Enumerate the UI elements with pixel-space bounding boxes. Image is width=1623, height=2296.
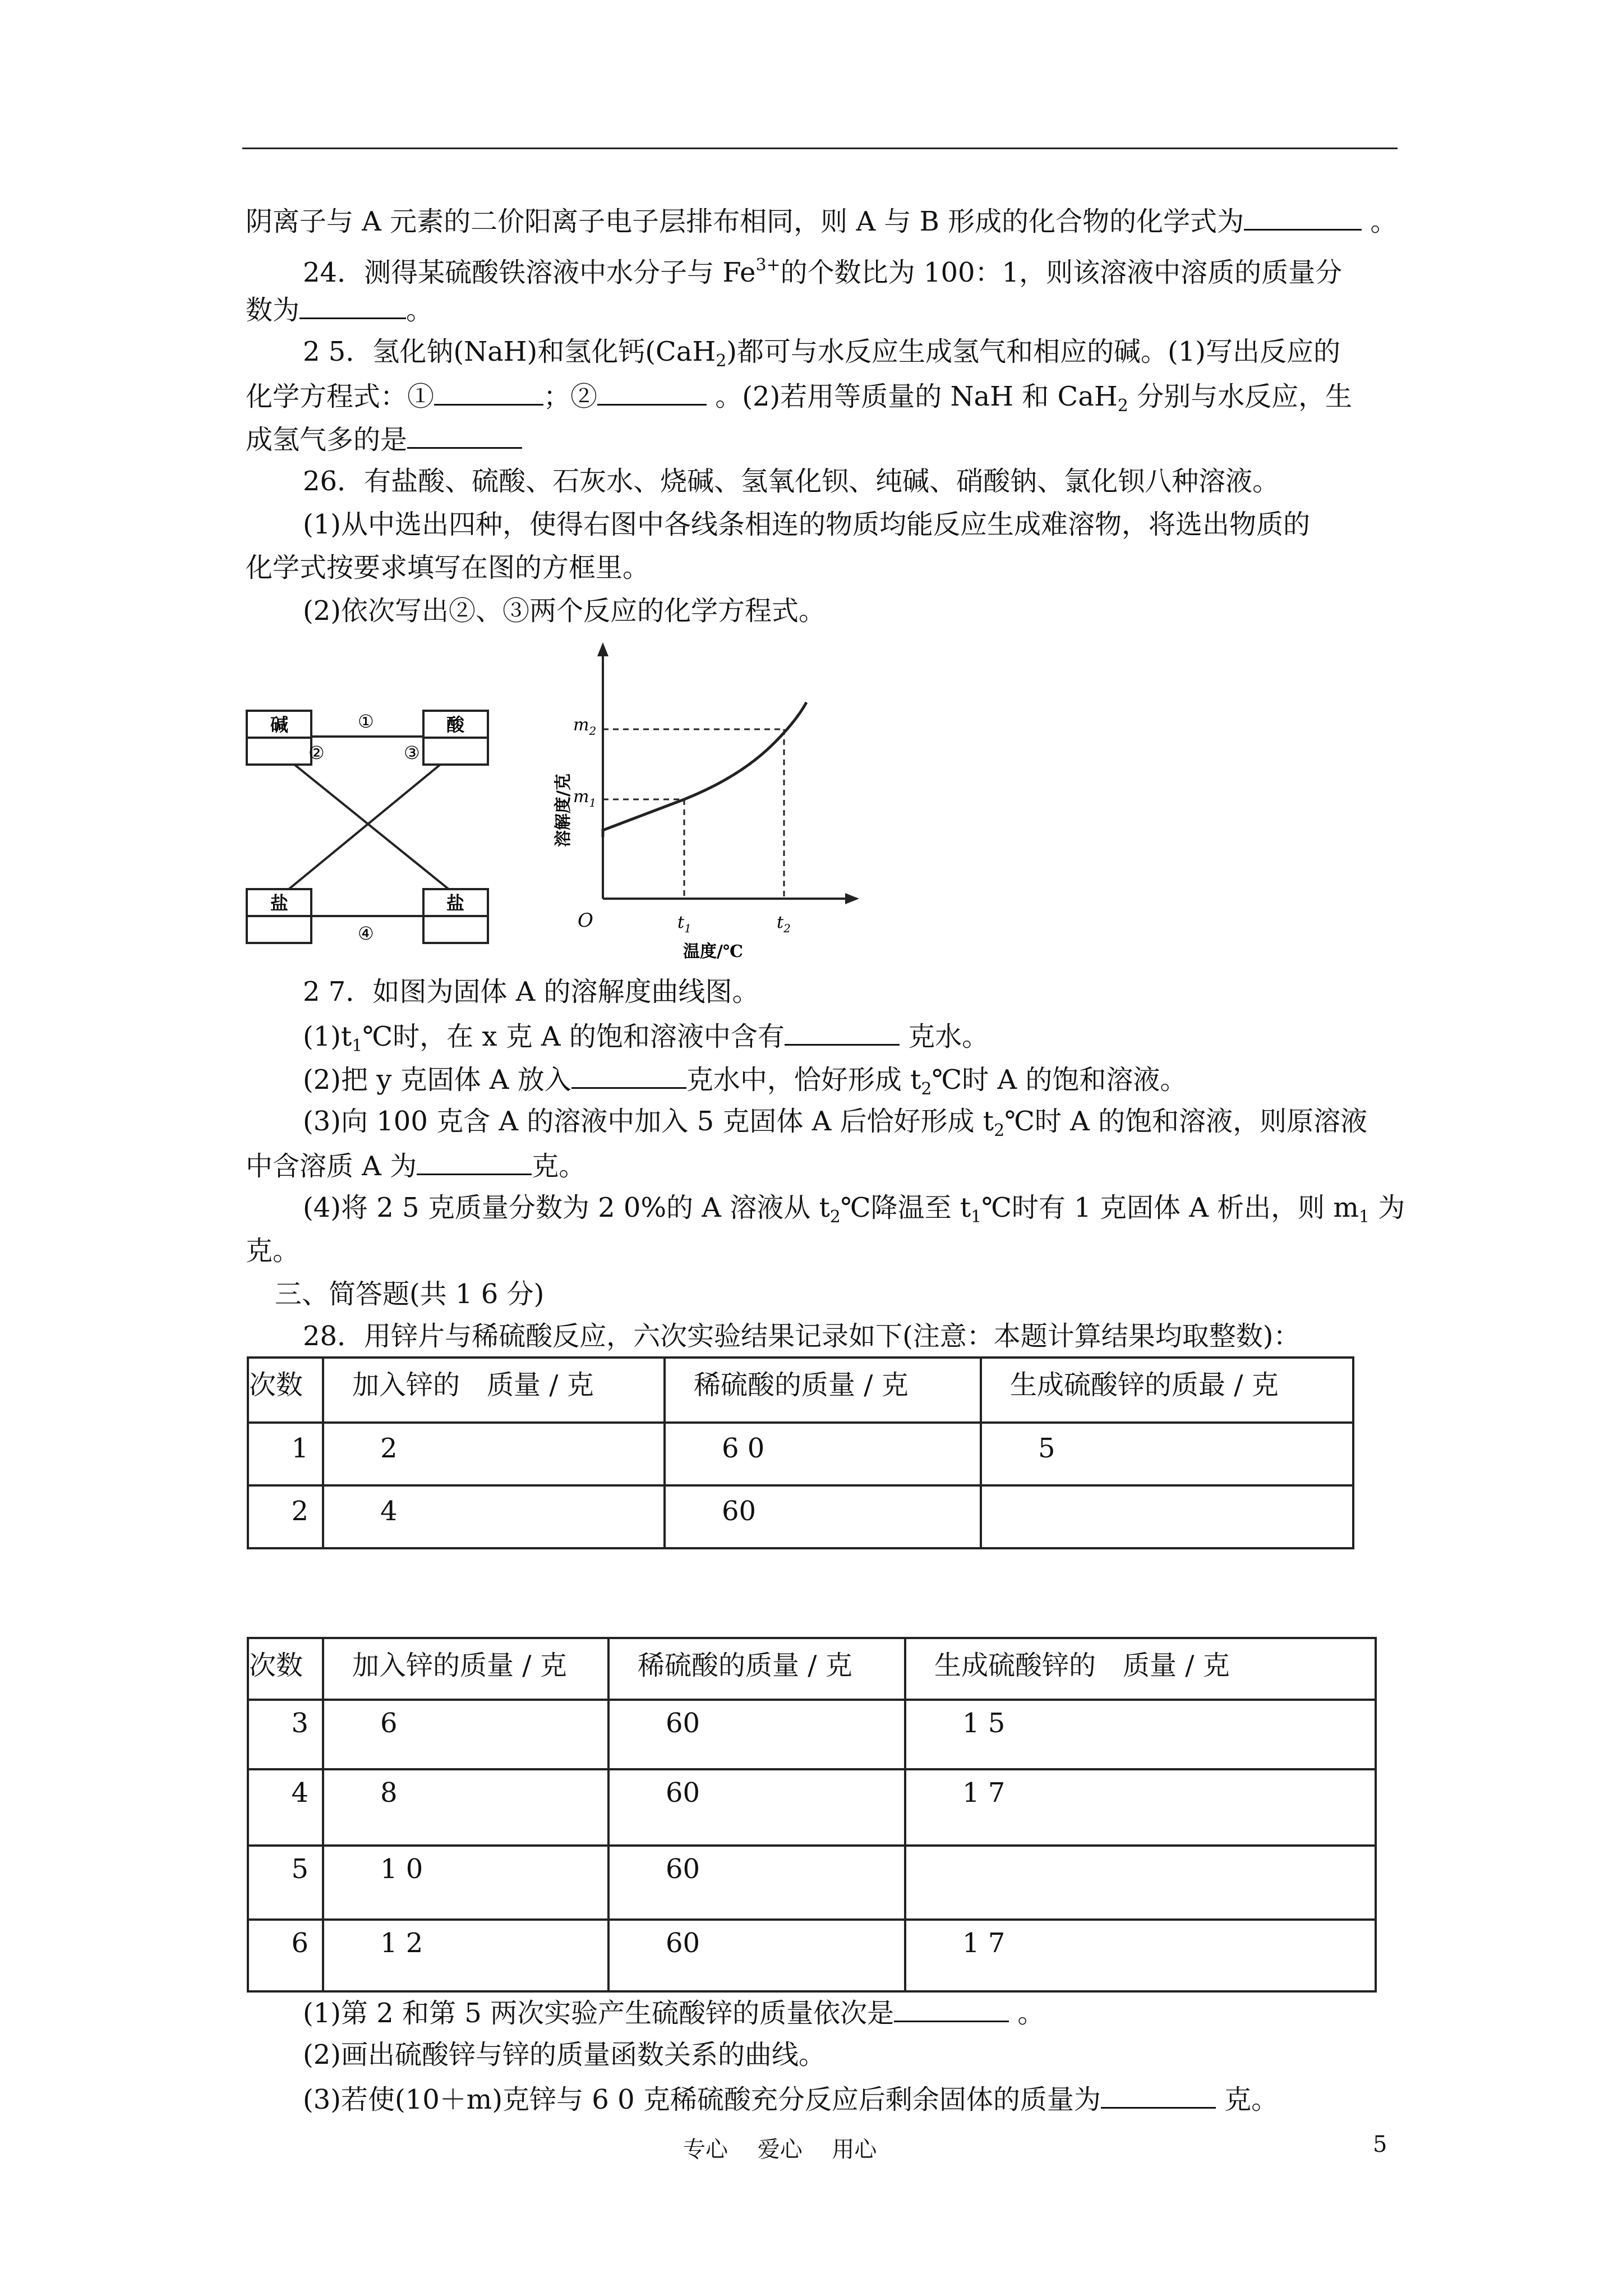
reaction-diagram [241,704,533,956]
label-base: 碱 [270,714,289,735]
x-axis-label: 温度/℃ [683,942,743,961]
header-rule [242,148,1398,149]
header-cell: 稀硫酸的质量 / 克 [608,1638,905,1700]
subscript: 2 [829,1207,841,1227]
text: 化学式按要求填写在图的方框里。 [246,552,650,583]
solubility-curve [603,702,806,837]
text: 阴离子与 A 元素的二价阳离子电子层排布相同，则 A 与 B 形成的化合物的化学式为 [246,206,1244,237]
y-axis-label: 溶解度/克 [554,774,573,847]
section-3-heading [275,1277,544,1311]
reaction-number-2: ② [308,742,325,763]
header-cell: 生成硫酸锌的质最 / 克 [981,1358,1353,1423]
q28-sub2 [303,2038,826,2072]
text: ℃时，在 x 克 A 的饱和溶液中含有 [362,1021,785,1052]
text: ℃降温至 t [840,1192,971,1223]
table-cell: 2 [323,1423,665,1485]
text: 克。 [246,1235,300,1267]
reaction-number-1: ① [358,711,374,732]
table-cell: 1 [248,1423,323,1485]
table-row [248,1920,1376,1991]
link-3 [289,765,440,889]
table-cell: 60 [608,1920,905,1991]
page-number: 5 [1373,2132,1387,2157]
table-cell: 1 2 [323,1920,608,1991]
text: 28．用锌片与稀硫酸反应，六次实验结果记录如下(注意：本题计算结果均取整数)： [303,1320,1301,1352]
text: 克。 [1215,2084,1279,2115]
q28-sub3 [303,2081,1278,2116]
table-cell: 1 5 [905,1700,1376,1769]
box-salt-left-input[interactable] [247,916,311,943]
header-cell: 加入锌的质量 / 克 [323,1638,608,1700]
text: )都可与水反应生成氢气和相应的碱。(1)写出反应的 [726,336,1341,367]
results-table-1 [247,1356,1354,1549]
text: 。(2)若用等质量的 NaH 和 CaH [707,381,1118,412]
table-cell: 6 [323,1700,608,1769]
answer-blank[interactable] [597,378,707,406]
text: (4)将 2 5 克质量分数为 2 0%的 A 溶液从 t [303,1192,830,1223]
q25-line3 [246,421,522,457]
q23-tail-line [246,203,1397,238]
text: 2 7．如图为固体 A 的溶解度曲线图。 [303,976,759,1007]
subscript: 2 [994,1121,1005,1140]
table-row [248,1846,1376,1920]
text: 成氢气多的是 [246,424,408,455]
answer-blank[interactable] [407,421,522,449]
q24-line1 [303,249,1342,289]
box-base-input[interactable] [247,738,311,765]
table-cell[interactable] [905,1846,1376,1920]
table-row [248,1700,1376,1769]
origin-label: O [578,909,593,932]
subscript: 1 [352,1036,363,1056]
header-cell: 次数 [248,1358,323,1423]
table-cell: 60 [665,1485,981,1548]
q26-line2 [303,508,1310,541]
header-cell: 稀硫酸的质量 / 克 [665,1358,981,1423]
reaction-number-4: ④ [358,923,374,944]
text: 分别与水反应，生 [1128,381,1353,412]
text: 24．测得某硫酸铁溶液中水分子与 Fe [303,257,756,288]
table-row [248,1769,1376,1846]
answer-blank[interactable] [299,292,406,319]
tick-m2: $m_2$ [573,715,597,738]
text: 数为 [246,295,300,326]
table-cell: 8 [323,1769,608,1846]
table-cell: 1 0 [323,1846,608,1920]
text: (3)向 100 克含 A 的溶液中加入 5 克固体 A 后恰好形成 t [303,1106,994,1137]
answer-blank[interactable] [785,1018,900,1046]
answer-blank[interactable] [1244,203,1362,231]
table-header-row [248,1358,1353,1423]
x-axis-arrow [845,893,859,904]
table-cell: 5 [981,1423,1353,1485]
tick-t2: $t_2$ [777,913,791,935]
text: (2)依次写出②、③两个反应的化学方程式。 [303,595,826,627]
label-acid: 酸 [446,714,465,735]
reaction-number-3: ③ [404,742,420,763]
text: 的个数比为 100：1，则该溶液中溶质的质量分 [780,257,1343,288]
text: (2)把 y 克固体 A 放入 [303,1064,571,1096]
q27-line1 [303,975,759,1009]
link-2 [294,765,449,889]
text: (1)t [303,1021,352,1052]
tick-t1: $t_1$ [677,913,691,935]
box-salt-right-input[interactable] [423,916,488,943]
text: 。 [1362,206,1398,237]
q25-line2 [246,378,1352,423]
answer-blank[interactable] [417,1148,532,1175]
label-salt-left: 盐 [270,892,289,914]
table-cell: 4 [323,1485,665,1548]
text: 中含溶质 A 为 [246,1151,417,1182]
q26-line3 [246,551,649,585]
footer-motto: 专心 爱心 用心 [683,2137,877,2162]
q27-line2 [303,1018,989,1063]
text: 为 [1370,1192,1405,1223]
solubility-graph [533,639,880,965]
q27-line7 [246,1234,299,1268]
header-cell: 加入锌的 质量 / 克 [323,1358,665,1423]
header-cell: 次数 [248,1638,323,1700]
header-cell: 生成硫酸锌的 质量 / 克 [905,1638,1376,1700]
table-cell: 3 [248,1700,323,1769]
table-cell: 6 0 [665,1423,981,1485]
text: (3)若使(10＋m)克锌与 6 0 克稀硫酸充分反应后剩余固体的质量为 [303,2084,1101,2115]
table-cell: 5 [248,1846,323,1920]
text: 2 5．氢化钠(NaH)和氢化钙(CaH [303,336,716,367]
table-cell: 6 [248,1920,323,1991]
table-cell[interactable] [981,1485,1353,1548]
label-salt-right: 盐 [446,892,465,914]
text: (1)从中选出四种，使得右图中各线条相连的物质均能反应生成难溶物，将选出物质的 [303,509,1310,540]
table-cell: 4 [248,1769,323,1846]
table-cell: 1 7 [905,1920,1376,1991]
subscript: 2 [716,351,727,371]
subscript: 1 [971,1207,982,1227]
answer-blank[interactable] [571,1061,686,1089]
text: 。 [1009,1998,1045,2029]
text: 克水。 [899,1021,989,1052]
results-table-2 [247,1637,1377,1993]
table-cell: 60 [608,1846,905,1920]
subscript: 2 [1117,396,1128,416]
q26-line4 [303,594,826,628]
q27-line3 [303,1061,1187,1106]
text: ；② [543,381,598,412]
q28-line1 [303,1319,1301,1353]
text: 克。 [532,1151,586,1182]
text: 三、简答题(共 1 6 分) [275,1278,545,1310]
text: ℃时有 1 克固体 A 析出，则 m [981,1192,1359,1223]
text: 。 [406,295,434,326]
superscript: 3+ [755,255,781,275]
table-header-row [248,1638,1376,1700]
text: 克水中，恰好形成 t [686,1064,921,1096]
box-acid-input[interactable] [423,738,488,765]
table-cell: 2 [248,1485,323,1548]
text: 26．有盐酸、硫酸、石灰水、烧碱、氢氧化钡、纯碱、硝酸钠、氯化钡八种溶液。 [303,466,1280,497]
subscript: 2 [921,1079,932,1099]
text: (1)第 2 和第 5 两次实验产生硫酸锌的质量依次是 [303,1998,895,2029]
q25-line1 [303,335,1340,378]
q27-line4 [303,1105,1367,1148]
table-cell: 1 7 [905,1769,1376,1846]
q28-sub1 [303,1995,1044,2030]
subscript: 1 [1358,1207,1370,1227]
tick-m1: $m_1$ [573,787,597,809]
table-cell: 60 [608,1700,905,1769]
answer-blank[interactable] [894,1995,1009,2022]
text: (2)画出硫酸锌与锌的质量函数关系的曲线。 [303,2039,826,2070]
text: 化学方程式：① [246,381,435,412]
text: ℃时 A 的饱和溶液。 [932,1064,1187,1096]
q24-line2 [246,292,433,327]
answer-blank[interactable] [1101,2081,1216,2109]
y-axis-arrow [597,642,608,656]
table-cell: 60 [608,1769,905,1846]
text: ℃时 A 的饱和溶液，则原溶液 [1004,1106,1368,1137]
table-row [248,1485,1353,1548]
q27-line5 [246,1148,585,1183]
answer-blank[interactable] [434,378,543,406]
q26-line1 [303,464,1279,498]
q27-line6 [303,1191,1405,1234]
table-row [248,1423,1353,1485]
